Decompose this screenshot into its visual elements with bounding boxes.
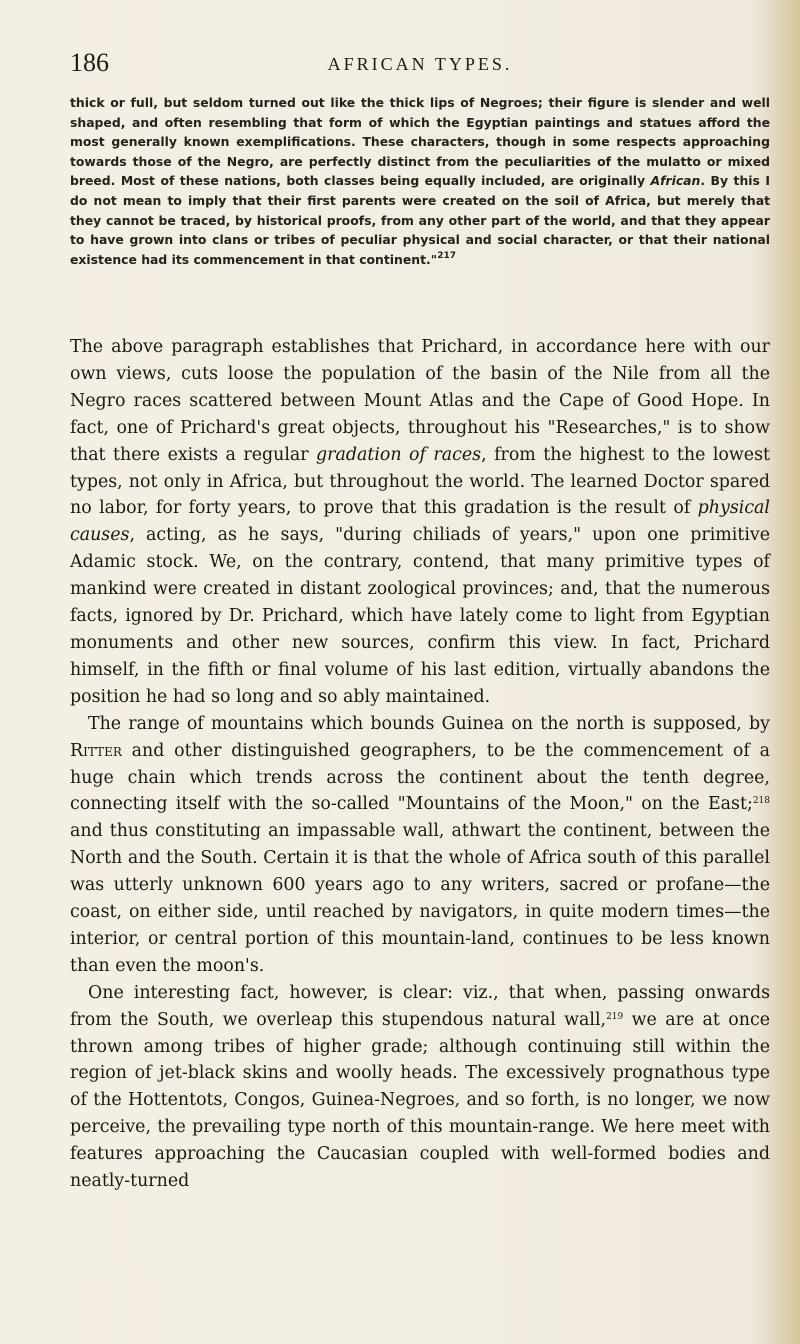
paragraph: One interesting fact, however, is clear: viz., that when, passing onwards from the South, we overleap this stupendous natural wall,$^{219}$ we are at once thrown among tribes of higher grade; although continuing still within the region of jet-black skins and woolly heads. The excessively prognathous type of the Hottentots, Congos, Guinea-Negroes, and so forth, is no longer, we now perceive, the prevailing type north of this mountain-range. We here meet with features approaching the Caucasian coupled with well-formed bodies and neatly-turned [70,982,770,1192]
paragraph: The above paragraph establishes that Prichard, in accordance here with our own views, cuts loose the population of the basin of the Nile from all the Negro races scattered between Mount Atlas and the Cape of Good Hope. In fact, one of Prichard's great objects, throughout his "Researches," is to show that there exists a regular gradation of races, from the highest to the lowest types, not only in Africa, but throughout the world. The learned Doctor spared no labor, for forty years, to prove that this gradation is the result of physical causes, acting, as he says, "during chiliads of years," upon one primitive Adamic stock. We, on the contrary, contend, that many primitive types of mankind were created in distant zoological provinces; and, that the numerous facts, ignored by Dr. Prichard, which have lately come to light from Egyptian monuments and other new sources, confirm this view. In fact, Prichard himself, in the fifth or final volume of his last edition, virtually abandons the position he had so long and so ably maintained. [70,337,770,707]
paragraph: The range of mountains which bounds Guinea on the north is supposed, by Ritter and other distinguished geographers, to be the commencement of a huge chain which trends across the continent about the tenth degree, connecting itself with the so-called "Mountains of the Moon," on the East;$^{218}$ and thus constituting an impassable wall, athwart the continent, between the North and the South. Certain it is that the whole of Africa south of this parallel was utterly unknown 600 years ago to any writers, sacred or profane—the coast, on either side, until reached by navigators, in quite modern times—the interior, or central portion of this mountain-land, continues to be less known than even the moon's. [70,713,770,976]
block-quote: thick or full, but seldom turned out like the thick lips of Negroes; their figure is slender and well shaped, and often resembling that form of which the Egyptian paintings and statues afford the most generally known exemplifications. These characters, though in some respects approaching towards those of the Negro, are perfectly distinct from the peculiarities of the mulatto or mixed breed. Most of these nations, both classes being equally included, are originally African. By this I do not mean to imply that their first parents were created on the soil of Africa, but merely that they cannot be traced, by historical proofs, from any other part of the world, and that they appear to have grown into clans or tribes of peculiar physical and social character, or that their national existence had its commencement in that continent."$^{217}$ [70,95,770,267]
footnote-ref: 217 [437,250,456,261]
italic-term: gradation of races [316,444,482,465]
page-header [70,48,770,84]
body-text [70,334,770,1195]
running-title: AFRICAN TYPES. [327,54,513,74]
footnote-ref: 219 [606,1011,624,1022]
footnote-ref: 218 [752,796,770,807]
italic-term: physical causes [70,498,770,546]
author-name: Ritter [70,740,122,761]
italic-term: African [650,173,701,189]
page-number: 186 [70,48,109,77]
